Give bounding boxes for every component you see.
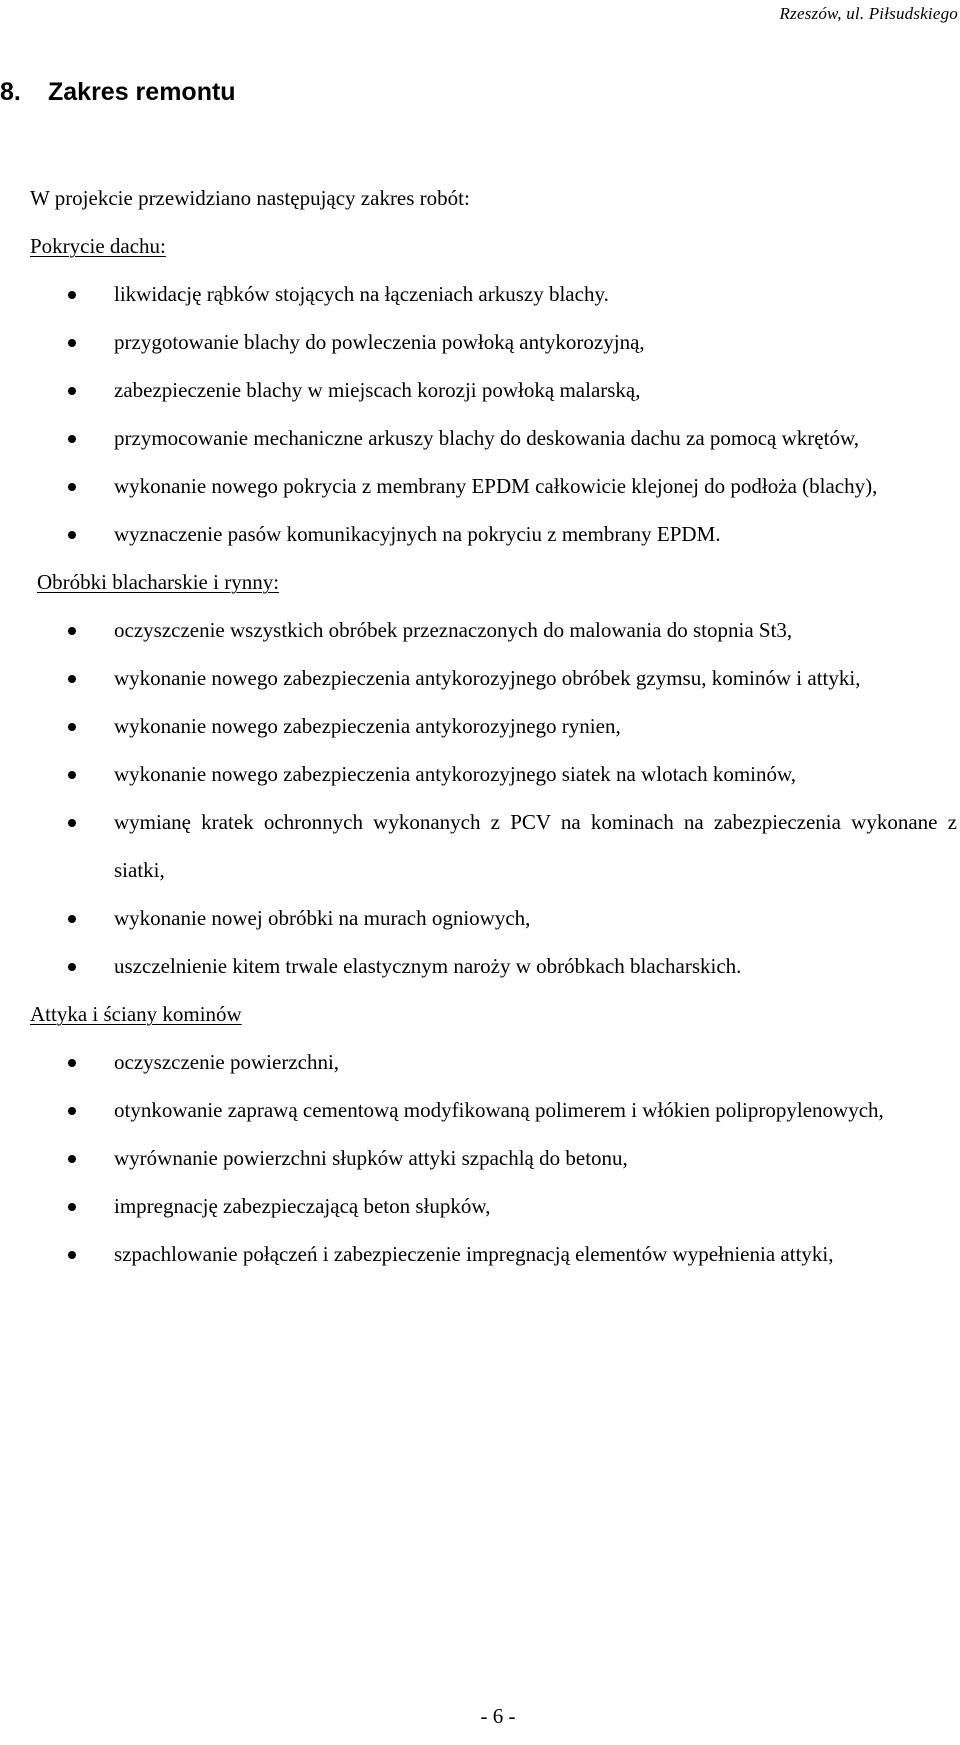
group-title-roof: Pokrycie dachu: bbox=[30, 234, 166, 258]
list-item: oczyszczenie powierzchni, bbox=[30, 1038, 957, 1086]
group-title-attic-chimneys: Attyka i ściany kominów bbox=[30, 1002, 242, 1026]
bullet-list-flashings bbox=[30, 606, 957, 990]
group-title-flashings: Obróbki blacharskie i rynny: bbox=[37, 570, 280, 594]
list-item: wyznaczenie pasów komunikacyjnych na pokryciu z membrany EPDM. bbox=[30, 510, 957, 558]
list-item: otynkowanie zaprawą cementową modyfikowaną polimerem i włókien polipropylenowych, bbox=[30, 1086, 957, 1134]
list-item: wykonanie nowego zabezpieczenia antykorozyjnego obróbek gzymsu, kominów i attyki, bbox=[30, 654, 957, 702]
running-header: Rzeszów, ul. Piłsudskiego bbox=[779, 4, 958, 23]
section-title-text: Zakres remontu bbox=[48, 78, 236, 106]
document-body bbox=[30, 174, 957, 1278]
list-item: wymianę kratek ochronnych wykonanych z PCV na kominach na zabezpieczenia wykonane z siatki, bbox=[30, 798, 957, 894]
section-title bbox=[0, 78, 236, 107]
list-item: wykonanie nowego pokrycia z membrany EPDM całkowicie klejonej do podłoża (blachy), bbox=[30, 462, 957, 510]
list-item: impregnację zabezpieczającą beton słupków, bbox=[30, 1182, 957, 1230]
list-item: wykonanie nowego zabezpieczenia antykorozyjnego siatek na wlotach kominów, bbox=[30, 750, 957, 798]
bullet-list-roof bbox=[30, 270, 957, 558]
list-item: uszczelnienie kitem trwale elastycznym naroży w obróbkach blacharskich. bbox=[30, 942, 957, 990]
list-item: wykonanie nowej obróbki na murach ogniowych, bbox=[30, 894, 957, 942]
intro-paragraph: W projekcie przewidziano następujący zakres robót: bbox=[30, 186, 470, 210]
list-item: wykonanie nowego zabezpieczenia antykorozyjnego rynien, bbox=[30, 702, 957, 750]
list-item: wyrównanie powierzchni słupków attyki szpachlą do betonu, bbox=[30, 1134, 957, 1182]
section-number: 8. bbox=[0, 78, 21, 106]
list-item: zabezpieczenie blachy w miejscach korozji powłoką malarską, bbox=[30, 366, 957, 414]
list-item: przymocowanie mechaniczne arkuszy blachy do deskowania dachu za pomocą wkrętów, bbox=[30, 414, 957, 462]
bullet-list-attic-chimneys bbox=[30, 1038, 957, 1278]
list-item: przygotowanie blachy do powleczenia powłoką antykorozyjną, bbox=[30, 318, 957, 366]
list-item: likwidację rąbków stojących na łączeniach arkuszy blachy. bbox=[30, 270, 957, 318]
list-item: szpachlowanie połączeń i zabezpieczenie impregnacją elementów wypełnienia attyki, bbox=[30, 1230, 957, 1278]
page-number: - 6 - bbox=[480, 1704, 516, 1728]
list-item: oczyszczenie wszystkich obróbek przeznaczonych do malowania do stopnia St3, bbox=[30, 606, 957, 654]
